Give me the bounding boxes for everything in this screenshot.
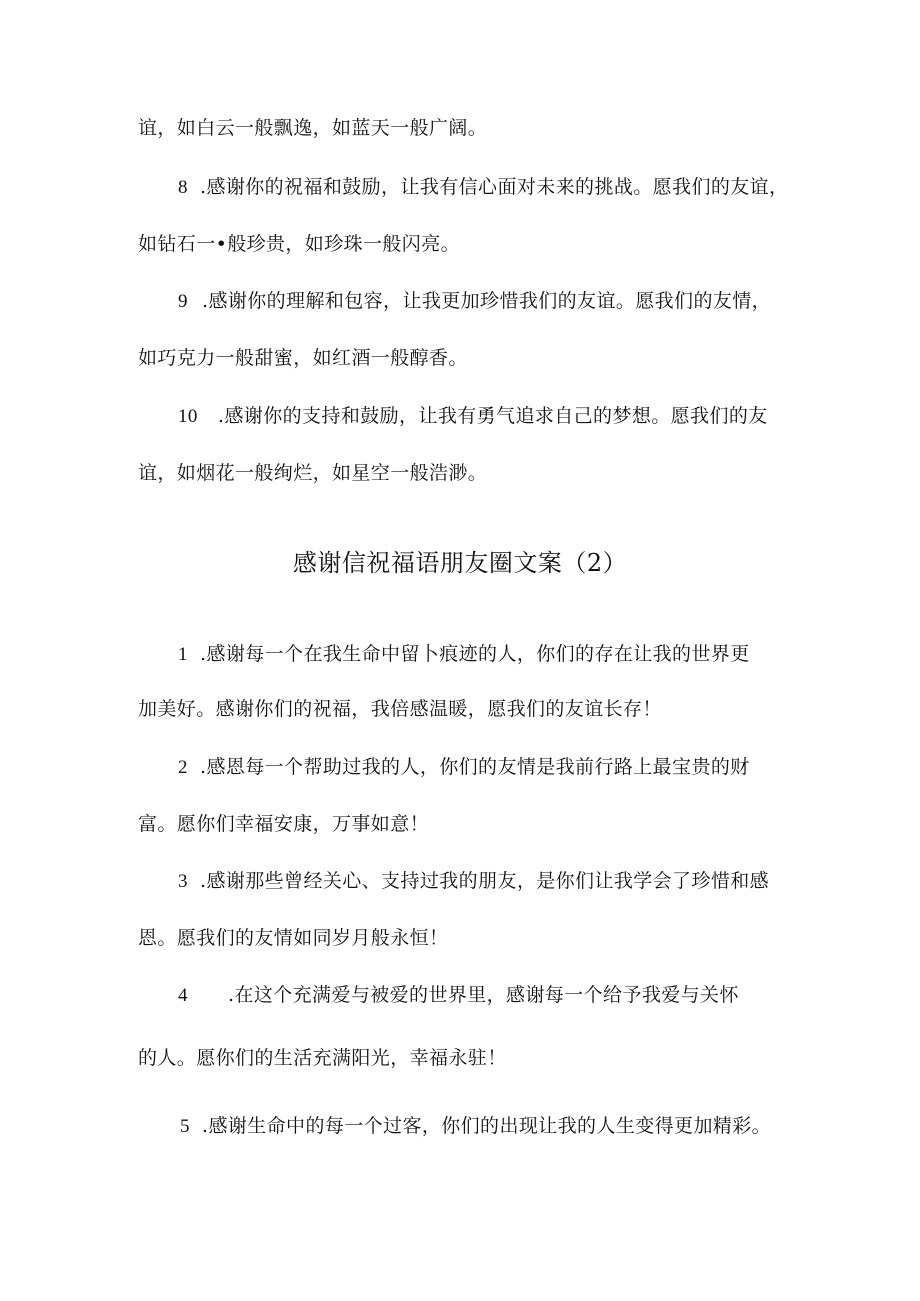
list-item-10-line2: 谊，如烟花一般绚烂，如星空一般浩渺。 <box>138 462 488 484</box>
list-item-3-line2: 恩。愿我们的友情如同岁月般永恒！ <box>138 927 449 949</box>
list-text: .感恩每一个帮助过我的人，你们的友情是我前行路上最宝贵的财 <box>200 756 750 778</box>
list-item-9-line2: 如巧克力一般甜蜜，如红酒一般醇香。 <box>138 347 468 369</box>
list-text: .在这个充满爱与被爱的世界里，感谢每一个给予我爱与关怀 <box>228 984 739 1006</box>
list-number: 1 <box>178 644 188 665</box>
list-item-4-line2: 的人。愿你们的生活充满阳光，幸福永驻！ <box>138 1047 507 1069</box>
list-item-3-line1 <box>178 869 769 894</box>
list-text: .感谢你的理解和包容，让我更加珍惜我们的友谊。愿我们的友情， <box>202 290 772 312</box>
list-item-10-line1 <box>178 404 768 429</box>
list-item-9-line1 <box>178 289 771 314</box>
list-text: .感谢你的支持和鼓励，让我有勇气追求自己的梦想。愿我们的友 <box>218 405 768 427</box>
list-text: .感谢那些曾经关心、支持过我的朋友，是你们让我学会了珍惜和感 <box>200 870 770 892</box>
list-number: 9 <box>178 291 188 312</box>
list-number: 5 <box>180 1116 190 1137</box>
list-text: .感谢生命中的每一个过客，你们的出现让我的人生变得更加精彩。 <box>202 1115 772 1137</box>
list-item-5-line1 <box>180 1114 771 1139</box>
list-number: 8 <box>178 177 188 198</box>
list-item-4-line1 <box>178 983 739 1008</box>
list-number: 10 <box>178 406 198 427</box>
list-number: 3 <box>178 871 188 892</box>
list-item-2-line1 <box>178 755 750 780</box>
list-item-2-line2: 富。愿你们幸福安康，万事如意！ <box>138 813 430 835</box>
list-item-8-line2: 如钻石一•般珍贵，如珍珠一般闪亮。 <box>138 233 461 255</box>
list-number: 4 <box>178 985 188 1006</box>
list-item-8-line1 <box>178 175 788 200</box>
section-title: 感谢信祝福语朋友圈文案（2） <box>292 549 628 577</box>
list-text: .感谢每一个在我生命中留卜痕迹的人，你们的存在让我的世界更 <box>200 643 750 665</box>
list-item-1-line2: 加美好。感谢你们的祝福，我倍感温暖，愿我们的友谊长存！ <box>138 698 662 720</box>
list-text: .感谢你的祝福和鼓励，让我有信心面对未来的挑战。愿我们的友谊， <box>200 176 789 198</box>
list-number: 2 <box>178 757 188 778</box>
list-item-1-line1 <box>178 642 750 667</box>
paragraph-continuation: 谊，如白云一般飘逸，如蓝天一般广阔。 <box>138 117 488 139</box>
